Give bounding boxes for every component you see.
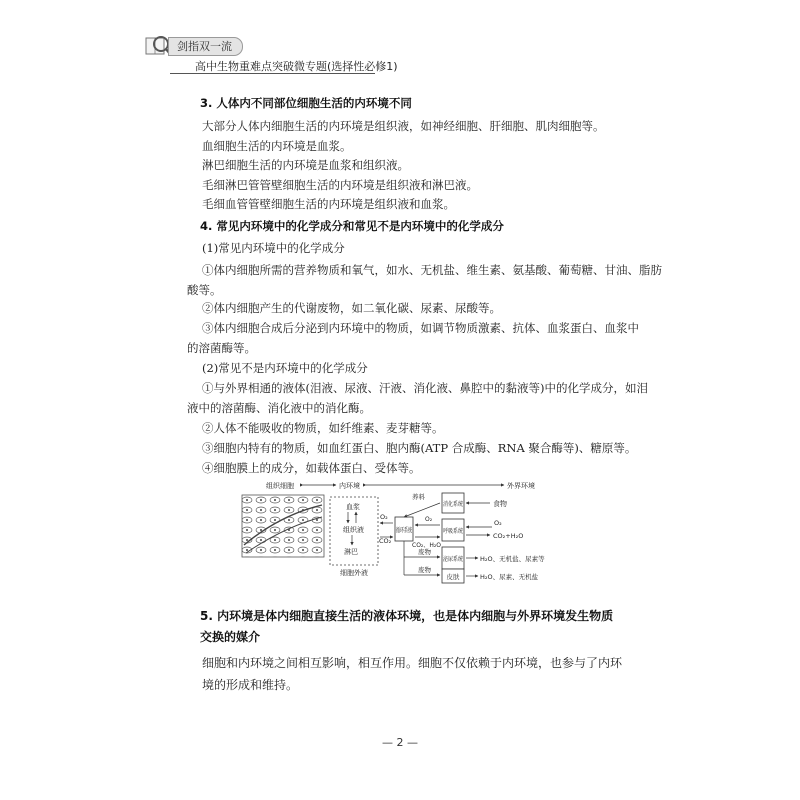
label-skin: 皮肤 <box>446 573 460 581</box>
subheading-common: (1)常见内环境中的化学成分 <box>202 241 345 255</box>
item-line: ②人体不能吸收的物质，如纤维素、麦芽糖等。 <box>202 421 444 435</box>
label-co2-h2o: CO₂、H₂O <box>412 542 441 549</box>
subheading-not-common: (2)常见不是内环境中的化学成分 <box>202 361 368 375</box>
section3-line: 大部分人体内细胞生活的内环境是组织液，如神经细胞、肝细胞、肌肉细胞等。 <box>202 119 605 133</box>
section3-line: 毛细血管管壁细胞生活的内环境是组织液和血浆。 <box>202 197 455 211</box>
item-line: ③细胞内特有的物质，如血红蛋白、胞内酶(ATP 合成酶、RNA 聚合酶等)、糖原等。 <box>202 441 637 455</box>
item-line: ①体内细胞所需的营养物质和氧气，如水、无机盐、维生素、氨基酸、葡萄糖、甘油、脂肪 <box>202 263 662 277</box>
label-plasma: 血浆 <box>346 503 360 511</box>
item-line: ③体内细胞合成后分泌到内环境中的物质，如调节物质激素、抗体、血浆蛋白、血浆中 <box>202 321 639 335</box>
section3-line: 血细胞生活的内环境是血浆。 <box>202 139 352 153</box>
label-external-env: 外界环境 <box>507 482 535 490</box>
label-tissue-cells: 组织细胞 <box>266 482 294 490</box>
section5-paragraph: 细胞和内环境之间相互影响，相互作用。细胞不仅依赖于内环境，也参与了内环境的形成和维持。 <box>202 656 623 692</box>
section3-line: 淋巴细胞生活的内环境是血浆和组织液。 <box>202 158 409 172</box>
label-skin-out: H₂O、尿素、无机盐 <box>480 573 539 581</box>
item-line: ④细胞膜上的成分，如载体蛋白、受体等。 <box>202 461 421 475</box>
label-urinary: 泌尿系统 <box>443 556 468 563</box>
series-tag: 剑指双一流 <box>168 37 243 56</box>
label-internal-env: 内环境 <box>339 482 360 490</box>
item-line: 的溶菌酶等。 <box>187 341 256 355</box>
internal-environment-diagram <box>240 475 570 590</box>
item-line: ②体内细胞产生的代谢废物，如二氧化碳、尿素、尿酸等。 <box>202 301 501 315</box>
label-tissue-fluid: 组织液 <box>343 526 364 534</box>
label-waste-1: 废物 <box>418 548 431 556</box>
book-subtitle: 高中生物重难点突破微专题(选择性必修1) <box>195 60 398 73</box>
label-nutrients: 养料 <box>412 493 425 501</box>
page-number: — 2 — <box>382 736 418 749</box>
label-food: 食物 <box>493 500 507 508</box>
section4-heading: 4. 常见内环境中的化学成分和常见不是内环境中的化学成分 <box>200 219 504 233</box>
section3-heading: 3. 人体内不同部位细胞生活的内环境不同 <box>200 96 412 110</box>
label-circulation: 循环系统 <box>396 526 422 534</box>
label-lymph: 淋巴 <box>344 548 358 556</box>
label-waste-2: 废物 <box>418 566 431 574</box>
label-extracellular: 细胞外液 <box>340 569 368 577</box>
label-resp-in: O₂ <box>494 519 502 527</box>
item-line: ①与外界相通的液体(泪液、尿液、汗液、消化液、鼻腔中的黏液等)中的化学成分，如泪 <box>202 381 648 395</box>
label-resp-out: CO₂+H₂O <box>493 532 524 540</box>
section5-heading: 5. 内环境是体内细胞直接生活的液体环境，也是体内细胞与外界环境发生物质交换的媒介 <box>200 609 614 644</box>
label-urinary-out: H₂O、无机盐、尿素等 <box>480 555 545 563</box>
label-o2: O₂ <box>380 513 388 521</box>
item-line: 酸等。 <box>187 283 222 297</box>
label-respiratory: 呼吸系统 <box>443 528 468 535</box>
label-co2: CO₂ <box>379 537 392 545</box>
label-resp-o2: O₂ <box>425 516 433 523</box>
item-line: 液中的溶菌酶、消化液中的消化酶。 <box>187 401 371 415</box>
header-rule <box>170 73 375 74</box>
section3-line: 毛细淋巴管管壁细胞生活的内环境是组织液和淋巴液。 <box>202 178 478 192</box>
label-digestive: 消化系统 <box>443 501 468 508</box>
